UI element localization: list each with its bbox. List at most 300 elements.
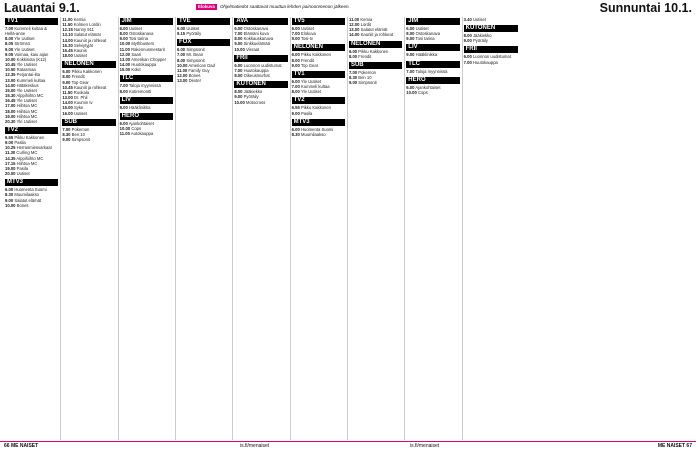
program-title: Ben 10 [71, 131, 85, 137]
program-title: Kolmen Lordin [73, 22, 101, 28]
program-time: 17.15 [5, 160, 16, 166]
program-time: 7.00 [291, 84, 300, 90]
channel-header: KUTONEN [464, 25, 518, 32]
program-time: 10.50 [5, 67, 16, 73]
program-time: 9.00 [291, 62, 300, 68]
program-time: 6.00 [62, 69, 71, 75]
program-time: 7.00 [234, 67, 243, 73]
program-title: Taloja myynnissä [415, 68, 448, 74]
program-title: Kauniit ja rohkeat [360, 32, 393, 38]
listing-column [348, 17, 405, 440]
program-time: 6.55 [5, 134, 14, 140]
program-title: Simpsonit [186, 47, 205, 53]
program-title: Pokemon [358, 69, 376, 75]
program-time: 11.00 [119, 46, 130, 52]
program-time: 6.00 [176, 47, 186, 53]
channel-block [464, 46, 518, 64]
program-title: Motocross [245, 99, 266, 105]
program-title: Sinkkuelämää [243, 41, 270, 47]
program-time: 8.00 [62, 74, 71, 80]
right-page-date: Sunnuntai 10.1. [599, 1, 692, 15]
program-time: 6.00 [291, 26, 300, 31]
program-time: 11.50 [62, 89, 73, 95]
program-time: 9.00 [406, 36, 415, 42]
program-entry [406, 36, 459, 41]
program-title: Cops [131, 126, 142, 132]
program-title: Amerikan Chopper [131, 56, 166, 62]
channel-block [120, 18, 173, 72]
channel-header: AVA [234, 18, 287, 25]
program-time: 6.00 [5, 187, 14, 193]
channel-header: FRII [464, 46, 518, 53]
program-time: 7.00 [119, 83, 128, 89]
program-time: 6.00 [234, 26, 243, 31]
program-time: 13.00 [5, 77, 16, 83]
program-time: 11.00 [348, 17, 360, 22]
program-title: Uutiset [73, 53, 88, 59]
program-title: Ajankohtaiset [128, 120, 154, 126]
program-entry [349, 54, 402, 59]
program-time: 14.00 [62, 100, 73, 106]
program-time: 14.35 [5, 155, 16, 161]
program-title: Kokkisota (K12) [16, 56, 47, 62]
program-time: 6.00 [119, 26, 128, 31]
program-time: 10.25 [5, 145, 16, 151]
program-title: Pyöräily [186, 31, 202, 37]
program-title: Frendit [358, 53, 372, 59]
program-title: Kokit [131, 67, 141, 73]
program-entry [234, 73, 287, 78]
program-time: 9.00 [5, 140, 14, 146]
channel-block [292, 18, 345, 41]
program-title: Dr. Phil [73, 95, 88, 101]
program-time: 11.00 [119, 131, 130, 137]
channel-block [292, 44, 345, 67]
channel-header: MTV3 [292, 119, 345, 126]
channel-header: SUB [349, 62, 402, 69]
program-title: Huomenta Suomi [300, 126, 334, 132]
program-time: 9.15 [176, 31, 186, 37]
program-entry [349, 32, 402, 37]
program-title: Pikku Kakkonen [14, 134, 45, 140]
program-time: 8.00 [291, 57, 300, 63]
program-title: Yle Uutiset [16, 62, 37, 68]
program-entry [234, 47, 287, 52]
program-title: Ostoskanava [243, 26, 269, 31]
channel-block [349, 41, 402, 59]
program-time: 6.00 [463, 54, 472, 60]
program-time: 14.00 [348, 32, 360, 38]
program-time: 14.00 [5, 82, 16, 88]
listing-column [233, 17, 290, 440]
program-title: Autokauppa [130, 131, 154, 137]
program-title: Oikeusmurhat [243, 73, 270, 79]
program-title: Muumilaakso [300, 131, 326, 137]
program-time: 10.00 [234, 46, 245, 52]
listing-column [463, 17, 520, 440]
program-title: Ajankohtaiset [415, 84, 441, 90]
program-title: Mythbusters [131, 41, 155, 47]
program-time: 6.00 [119, 120, 128, 126]
program-title: Simpsonit [186, 57, 205, 63]
program-title: Jääkiekko [243, 89, 263, 95]
program-title: Voimaa, kaiu aijan [14, 51, 49, 57]
program-entry [62, 137, 115, 142]
program-title: Huomenta Suomi [14, 187, 47, 193]
program-time: 19.00 [5, 165, 16, 171]
program-title: Uutiset [472, 17, 486, 22]
footer-left-page: 66 ME NAISET [4, 443, 39, 449]
listing-column [119, 17, 176, 440]
program-time: 9.00 [291, 36, 300, 42]
header-legend [196, 4, 350, 10]
program-time: 14.00 [119, 62, 131, 68]
program-title: Hätäkeskus [16, 82, 39, 88]
program-title: Ostoskanava [415, 31, 441, 37]
program-time: 9.00 [119, 36, 128, 42]
program-title: Tosi-tv [300, 36, 313, 42]
program-title: Strömsö [14, 41, 30, 47]
program-entry [292, 63, 345, 68]
channel-block [5, 18, 58, 124]
program-title: Frendit [71, 74, 85, 80]
program-title: Yle Uutiset [300, 78, 322, 84]
program-time: 9.00 [234, 41, 243, 47]
channel-block [292, 97, 345, 115]
program-time: 7.00 [176, 52, 186, 58]
channel-block [120, 75, 173, 93]
program-title: Family Guy [188, 67, 210, 73]
channel-block [62, 119, 115, 142]
program-title: Pyöräily [472, 38, 488, 44]
program-title: Pyöräily [243, 94, 259, 100]
program-time: 10.45 [5, 62, 16, 68]
program-title: Bones [16, 202, 29, 208]
program-title: Uutiset [16, 171, 30, 177]
program-time: 8.30 [62, 131, 71, 137]
program-title: Pokemon [71, 126, 90, 132]
program-time: 18.00 [62, 53, 73, 59]
program-entry [5, 171, 58, 176]
program-time: 8.05 [5, 41, 14, 47]
program-title: Huutokauppa [472, 59, 498, 65]
program-title: Top Gear [300, 62, 319, 68]
channel-block [464, 17, 518, 22]
program-time: 9.00 [5, 197, 14, 203]
program-title: Hääklinikka [128, 104, 151, 110]
program-title: Kuumin tv [73, 100, 93, 106]
channel-block [292, 71, 345, 94]
program-title: Kemia [73, 17, 86, 22]
program-title: Kummeli kultaa [300, 84, 330, 90]
channel-header: LIV [120, 97, 173, 104]
program-time: 10.00 [406, 89, 417, 95]
program-time: 9.00 [62, 136, 71, 142]
channel-header: HERO [406, 77, 459, 84]
program-time: 10.00 [119, 126, 131, 132]
program-title: Kaunis [73, 47, 87, 53]
program-time: 8.00 [234, 73, 243, 79]
channel-header: SUB [62, 119, 115, 126]
program-time: 8.30 [291, 131, 300, 137]
program-title: Syke [73, 105, 84, 111]
program-time: 7.00 [5, 26, 14, 31]
footer-right-page: ME NAISET 67 [657, 443, 692, 449]
program-entry [292, 36, 345, 41]
program-title: Yle Uutiset [14, 46, 35, 52]
program-entry [120, 131, 173, 136]
program-title: Perjantai-ilta [16, 72, 40, 78]
footer-url-left: is.fi/menaiset [240, 443, 270, 449]
channel-block [406, 61, 459, 74]
program-time: 11.00 [176, 67, 188, 73]
tv-listing-grid [4, 17, 692, 440]
program-title: Curling MC [16, 150, 38, 156]
program-time: 7.00 [62, 126, 71, 132]
program-time: 9.00 [463, 38, 472, 44]
program-title: Pikku Kakkonen [71, 69, 102, 75]
program-time: 13.00 [348, 27, 360, 33]
program-time: 10.00 [119, 41, 131, 47]
program-time: 13.00 [119, 56, 131, 62]
listing-column [4, 17, 61, 440]
channel-block [177, 18, 230, 36]
program-entry [177, 78, 230, 83]
program-entry [5, 203, 58, 208]
left-page-date: Lauantai 9.1. [4, 1, 80, 15]
listing-column [291, 17, 348, 440]
program-entry [464, 60, 518, 65]
channel-block [5, 127, 58, 176]
program-title: Salatut elämät [14, 197, 42, 203]
program-title: Salatut elämät [360, 27, 388, 33]
program-title: Yle Uutiset [300, 89, 322, 95]
program-time: 8.30 [5, 192, 14, 198]
program-time: 19.00 [5, 113, 16, 119]
program-time: 7.00 [406, 68, 415, 74]
program-title: Uutiset [415, 26, 429, 31]
page-footer [0, 441, 696, 450]
listing-column [176, 17, 233, 440]
program-time: 8.00 [463, 33, 472, 39]
program-title: Uutiset [73, 110, 88, 116]
program-title: Simpsonit [71, 136, 91, 142]
program-title: Tosi tarina [128, 36, 148, 42]
channel-block [406, 77, 459, 95]
program-time: 15.30 [62, 42, 73, 48]
program-entry [292, 89, 345, 94]
program-title: Uutiset [186, 26, 200, 31]
program-time: 8.30 [348, 75, 358, 81]
program-time: 13.00 [176, 78, 188, 84]
program-time: 8.00 [5, 36, 14, 42]
program-title: Nanny 911 [73, 27, 94, 33]
footer-url-right: is.fi/menaiset [410, 443, 440, 449]
channel-block [349, 17, 402, 38]
channel-header: FOX [177, 39, 230, 46]
program-title: Rakennusmestarit [131, 46, 165, 52]
program-time: 18.00 [5, 108, 16, 114]
program-title: Pasila [14, 140, 26, 146]
program-title: Hiihtoa MC [16, 160, 38, 166]
movie-legend-tag: Elokuva [198, 4, 215, 9]
legend-note: Ohjelmatiedot saattavat muuttua lehden painoonmenon jälkeen. [219, 4, 350, 9]
program-entry [349, 80, 402, 85]
program-entry [62, 111, 115, 116]
channel-block [120, 97, 173, 110]
program-time: 9.00 [406, 52, 415, 58]
program-title: Hääklinikka [415, 52, 438, 58]
channel-header: TV1 [292, 71, 345, 78]
program-title: Huutokauppa [243, 67, 269, 73]
channel-block [234, 18, 287, 52]
program-entry [406, 69, 459, 74]
channel-header: TV2 [5, 127, 58, 134]
program-title: Kummeli kultaa & Hellä-anne [5, 26, 47, 37]
program-time: 6.00 [291, 52, 300, 58]
program-entry [62, 53, 115, 58]
program-time: 6.00 [176, 26, 186, 31]
program-time: 13.10 [62, 32, 73, 38]
program-title: Kauniit ja rohkeat [73, 37, 107, 43]
channel-block [5, 179, 58, 208]
program-entry [234, 100, 287, 105]
program-title: Bones [188, 73, 201, 79]
program-title: Hiihtoa MC [16, 108, 38, 114]
program-title: Taloja myynnissä [128, 83, 161, 89]
channel-block [234, 55, 287, 78]
channel-header: KUTONEN [234, 81, 287, 88]
program-title: Dexter [188, 78, 201, 84]
channel-header: TLC [120, 75, 173, 82]
program-title: Kauniit ja rohkeat [73, 84, 107, 90]
program-title: Pasila [300, 110, 313, 116]
program-title: Alppihiihto MC [16, 155, 44, 161]
program-entry [292, 111, 345, 116]
program-title: Herrasmiesvarkaat [16, 145, 52, 151]
program-time: 6.00 [406, 84, 415, 90]
program-title: Kotiremontti [128, 88, 152, 94]
program-time: 6.00 [291, 126, 300, 132]
program-time: 6.00 [406, 26, 415, 31]
channel-header: TV1 [5, 18, 58, 25]
program-title: Saari [131, 51, 142, 57]
program-entry [292, 132, 345, 137]
program-time: 10.00 [176, 62, 188, 68]
program-time: 12.35 [5, 72, 16, 78]
program-time: 11.30 [5, 150, 16, 156]
program-time: 9.00 [62, 79, 71, 85]
program-time: 20.30 [5, 118, 16, 124]
program-time: 9.00 [234, 94, 243, 100]
program-title: Uutiset [128, 26, 143, 31]
program-time: 7.00 [291, 31, 300, 37]
program-time: 7.00 [348, 69, 358, 75]
channel-block [177, 39, 230, 83]
program-entry [120, 89, 173, 94]
program-title: Kokkauskanava [243, 36, 274, 42]
program-title: Uutiset [300, 26, 315, 31]
channel-block [464, 25, 518, 43]
program-time: 12.15 [62, 27, 73, 33]
program-time: 3.40 [463, 17, 472, 22]
program-entry [5, 119, 58, 124]
program-entry [5, 26, 58, 36]
program-time: 10.00 [5, 202, 16, 208]
program-time: 9.00 [119, 104, 128, 110]
channel-block [62, 61, 115, 115]
program-title: Elokuva [300, 31, 316, 37]
program-title: Pikku Kakkonen [300, 52, 331, 58]
program-title: Vieraat [245, 46, 260, 52]
program-time: 8.00 [234, 89, 243, 95]
program-time: 14.00 [62, 37, 73, 43]
program-time: 6.00 [348, 48, 358, 54]
program-time: 6.00 [234, 62, 243, 68]
program-time: 12.00 [176, 73, 188, 79]
program-time: 8.00 [119, 31, 128, 37]
program-title: Luonnon uudistumat [243, 62, 282, 68]
channel-block [120, 113, 173, 136]
program-title: Hiihtoa MC [16, 113, 38, 119]
program-title: Jääkiekko [472, 33, 492, 39]
program-title: Ben 10 [358, 75, 372, 81]
program-title: Elämäni kuva [243, 31, 269, 37]
program-title: Frendit [300, 57, 315, 63]
program-time: 16.45 [5, 98, 16, 104]
page-header [0, 0, 696, 16]
program-title: Luonnon uudistumat [472, 54, 511, 60]
channel-header: TV2 [292, 97, 345, 104]
program-title: Simpsonit [358, 80, 377, 86]
program-title: American Dad [188, 62, 215, 68]
channel-header: LIV [406, 44, 459, 51]
program-title: Pikku Kakkonen [300, 105, 331, 111]
program-time: 9.00 [348, 80, 358, 86]
program-time: 17.00 [5, 103, 16, 109]
program-time: 13.00 [62, 95, 73, 101]
program-time: 6.00 [291, 78, 300, 84]
program-title: Yle Uutiset [14, 36, 35, 42]
channel-block [292, 119, 345, 137]
program-time: 15.00 [119, 67, 131, 73]
program-time: 20.00 [5, 171, 16, 177]
program-time: 15.30 [5, 93, 16, 99]
channel-header: TV5 [292, 18, 345, 25]
program-time: 7.00 [234, 31, 243, 37]
program-entry [406, 52, 459, 57]
program-title: Ratasmaa [16, 67, 36, 73]
channel-header: TLC [406, 61, 459, 68]
program-time: 9.05 [5, 51, 14, 57]
program-title: Huutokauppa [131, 62, 157, 68]
program-title: Pikku Kakkonen [358, 48, 389, 54]
program-title: Yle Uutiset [16, 118, 37, 124]
program-time: 11.00 [62, 17, 73, 22]
program-title: Mr. Bean [186, 52, 204, 58]
program-time: 6.55 [291, 105, 300, 111]
program-title: Kummeli kultaa [16, 77, 46, 83]
program-time: 7.00 [463, 59, 472, 65]
program-entry [464, 17, 518, 22]
program-title: Yle Uutiset [16, 98, 37, 104]
program-entry [177, 31, 230, 36]
channel-block [406, 18, 459, 41]
program-title: Muumilaakso [14, 192, 39, 198]
channel-header: NELONEN [62, 61, 115, 68]
channel-header: NELONEN [349, 41, 402, 48]
program-title: Selviytyjät [73, 42, 93, 48]
